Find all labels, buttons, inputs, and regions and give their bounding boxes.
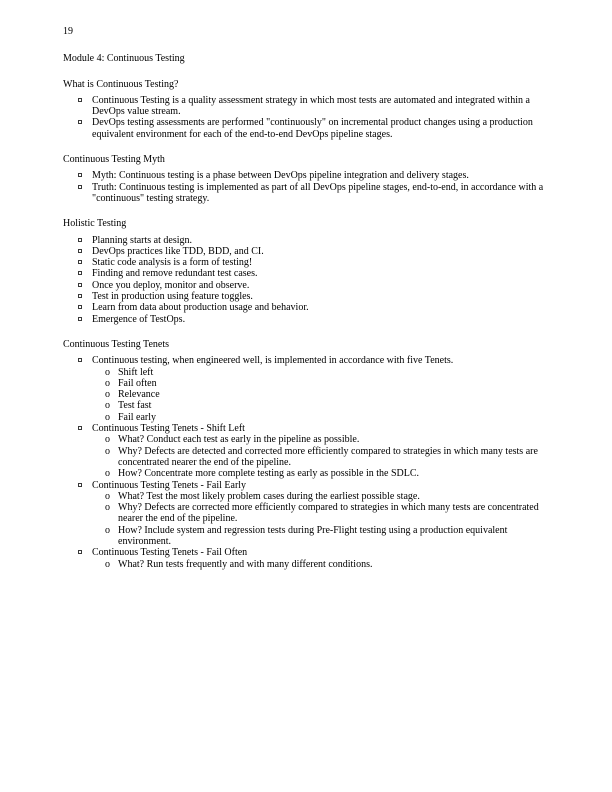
item-text: What? Run tests frequently and with many different conditions.	[118, 558, 373, 570]
item-text: What? Test the most likely problem cases during the earliest possible stage.	[118, 490, 420, 502]
circle-bullet-icon: o	[105, 411, 110, 423]
bullet-item	[63, 117, 546, 140]
bullet-item	[63, 95, 546, 118]
item-text: Why? Defects are corrected more efficiently compared to strategies in which many tests are concentrated nearer the end of the pipeline.	[118, 502, 539, 525]
document-section	[63, 154, 546, 204]
item-text: Continuous Testing is a quality assessment strategy in which most tests are automated and integrated within a DevOps value stream.	[92, 94, 530, 118]
circle-bullet-icon: o	[105, 389, 110, 401]
bullet-item	[63, 280, 546, 291]
page-number: 19	[63, 26, 73, 37]
square-bullet-icon	[78, 185, 82, 189]
item-text: How? Include system and regression tests during Pre-Flight testing using a production equivalent environment.	[118, 524, 508, 547]
item-text: Test in production using feature toggles.	[92, 291, 253, 303]
item-text: Continuous Testing Tenets - Shift Left	[92, 423, 245, 435]
item-text: How? Concentrate more complete testing as early as possible in the SDLC.	[118, 468, 420, 480]
item-text: Continuous testing, when engineered well, is implemented in accordance with five Tenets.	[92, 355, 454, 367]
sub-bullet-item	[63, 491, 546, 502]
sub-bullet-item	[63, 446, 546, 469]
circle-bullet-icon: o	[105, 502, 110, 514]
circle-bullet-icon: o	[105, 445, 110, 457]
bullet-item	[63, 235, 546, 246]
bullet-item	[63, 170, 546, 181]
square-bullet-icon	[78, 249, 82, 253]
sub-bullet-item	[63, 378, 546, 389]
document-body	[63, 79, 546, 570]
square-bullet-icon	[78, 238, 82, 242]
item-text: Myth: Continuous testing is a phase between DevOps pipeline integration and delivery stages.	[92, 170, 469, 182]
square-bullet-icon	[78, 358, 82, 362]
circle-bullet-icon: o	[105, 558, 110, 570]
circle-bullet-icon: o	[105, 434, 110, 446]
item-text: Why? Defects are detected and corrected more efficiently compared to strategies in which many tests are concentrated nearer the end of the pipeline.	[118, 445, 538, 468]
square-bullet-icon	[78, 483, 82, 487]
document-title: Module 4: Continuous Testing	[63, 53, 185, 65]
square-bullet-icon	[78, 305, 82, 309]
item-text: Shift left	[118, 366, 154, 378]
item-text: Once you deploy, monitor and observe.	[92, 279, 250, 291]
square-bullet-icon	[78, 294, 82, 298]
sub-bullet-item	[63, 400, 546, 411]
circle-bullet-icon: o	[105, 366, 110, 378]
circle-bullet-icon: o	[105, 468, 110, 480]
item-text: Planning starts at design.	[92, 234, 192, 246]
document-section	[63, 79, 546, 140]
item-text: Finding and remove redundant test cases.	[92, 268, 258, 280]
item-text: Continuous Testing Tenets - Fail Early	[92, 479, 247, 491]
document-section	[63, 339, 546, 570]
square-bullet-icon	[78, 271, 82, 275]
bullet-item	[63, 480, 546, 491]
circle-bullet-icon: o	[105, 377, 110, 389]
circle-bullet-icon: o	[105, 490, 110, 502]
bullet-item	[63, 246, 546, 257]
circle-bullet-icon: o	[105, 400, 110, 412]
circle-bullet-icon: o	[105, 524, 110, 536]
item-text: DevOps testing assessments are performed "continuously" on incremental product changes using a production equivalent environment for each of the end-to-end DevOps pipeline stages.	[92, 117, 533, 140]
square-bullet-icon	[78, 283, 82, 287]
bullet-item	[63, 547, 546, 558]
square-bullet-icon	[78, 260, 82, 264]
section-heading: Continuous Testing Myth	[63, 154, 165, 166]
square-bullet-icon	[78, 317, 82, 321]
bullet-item	[63, 302, 546, 313]
bullet-item	[63, 355, 546, 366]
sub-bullet-item	[63, 367, 546, 378]
square-bullet-icon	[78, 120, 82, 124]
item-text: Test fast	[118, 400, 152, 412]
square-bullet-icon	[78, 98, 82, 102]
square-bullet-icon	[78, 426, 82, 430]
bullet-item	[63, 291, 546, 302]
item-text: Learn from data about production usage and behavior.	[92, 302, 309, 314]
square-bullet-icon	[78, 173, 82, 177]
sub-bullet-item	[63, 559, 546, 570]
item-text: Relevance	[118, 389, 160, 401]
sub-bullet-item	[63, 412, 546, 423]
item-text: Static code analysis is a form of testing!	[92, 257, 253, 269]
item-text: What? Conduct each test as early in the pipeline as possible.	[118, 434, 360, 446]
item-text: Continuous Testing Tenets - Fail Often	[92, 547, 248, 559]
bullet-item	[63, 182, 546, 205]
bullet-item	[63, 268, 546, 279]
item-text: Fail often	[118, 377, 157, 389]
section-heading: What is Continuous Testing?	[63, 78, 179, 90]
sub-bullet-item	[63, 502, 546, 525]
item-text: Emergence of TestOps.	[92, 313, 186, 325]
section-heading: Holistic Testing	[63, 218, 127, 230]
bullet-item	[63, 257, 546, 268]
document-section	[63, 218, 546, 325]
bullet-item	[63, 423, 546, 434]
sub-bullet-item	[63, 525, 546, 548]
section-heading: Continuous Testing Tenets	[63, 338, 170, 350]
sub-bullet-item	[63, 434, 546, 445]
item-text: Truth: Continuous testing is implemented as part of all DevOps pipeline stages, end-to-end, in accordance with a "continuous" testing strategy.	[92, 181, 544, 204]
item-text: Fail early	[118, 411, 157, 423]
square-bullet-icon	[78, 550, 82, 554]
sub-bullet-item	[63, 468, 546, 479]
bullet-item	[63, 314, 546, 325]
item-text: DevOps practices like TDD, BDD, and CI.	[92, 245, 264, 257]
sub-bullet-item	[63, 389, 546, 400]
